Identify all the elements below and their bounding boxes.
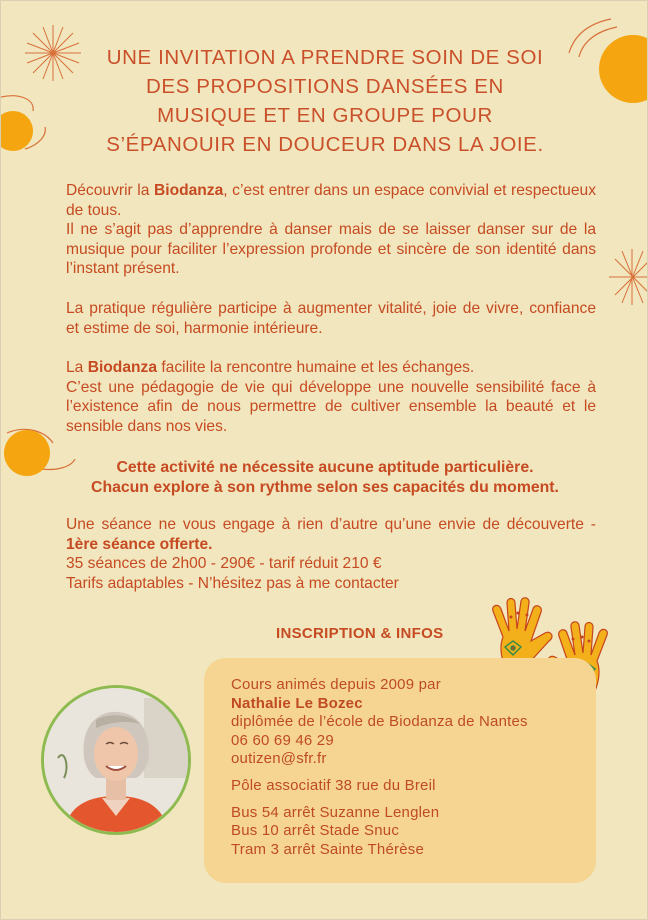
phone-number[interactable]: 06 60 69 46 29 <box>231 731 334 749</box>
email-address[interactable]: outizen@sfr.fr <box>231 750 327 768</box>
pedagogy-paragraph <box>66 358 596 436</box>
intro-paragraph <box>66 181 596 279</box>
venue-address: Pôle associatif 38 rue du Breil <box>231 776 436 794</box>
transport-line: Bus 10 arrêt Stade Snuc <box>231 822 400 840</box>
teacher-name: Nathalie Le Bozec <box>231 694 363 712</box>
text-span: C’est une pédagogie de vie qui développe une nouvelle sensibilité face à l’existence afin de nous permettre de cultiver ensemble la beauté et le sensible dans nos vies. <box>66 378 596 435</box>
text-span: La <box>66 359 88 376</box>
page-title <box>41 43 609 159</box>
contact-invite-line: Tarifs adaptables - N’hésitez pas à me contacter <box>66 574 399 592</box>
pricing-paragraph <box>66 515 596 593</box>
biodanza-bold: Biodanza <box>153 182 224 199</box>
biodanza-bold: Biodanza <box>87 359 157 376</box>
portrait-icon <box>44 688 188 832</box>
teacher-diploma: diplômée de l’école de Biodanza de Nantes <box>231 713 528 731</box>
transport-line: Bus 54 arrêt Suzanne Lenglen <box>231 803 440 821</box>
text-span: , c’est entrer dans un espace convivial et respectueux de tous. <box>66 182 596 219</box>
highlight-line: Chacun explore à son rythme selon ses capacités du moment. <box>91 479 559 496</box>
highlight-line: Cette activité ne nécessite aucune aptitude particulière. <box>116 459 534 476</box>
transport-line: Tram 3 arrêt Sainte Thérèse <box>231 840 424 858</box>
text-span: Il ne s’agit pas d’apprendre à danser mais de se laisser danser sur de la musique pour faciliter l’expression profonde et sincère de son identité dans l’instant présent. <box>66 221 596 277</box>
title-line: MUSIQUE ET EN GROUPE POUR <box>157 104 493 127</box>
highlight-statement <box>41 458 609 498</box>
benefits-paragraph: La pratique régulière participe à augmenter vitalité, joie de vivre, confiance et estime de soi, harmonie intérieure. <box>66 300 596 337</box>
title-line: DES PROPOSITIONS DANSÉES EN <box>146 75 504 98</box>
text-span: Une séance ne vous engage à rien d’autre qu’une envie de découverte - <box>66 516 596 533</box>
pricing-line: 35 séances de 2h00 - 290€ - tarif réduit 210 € <box>66 555 382 572</box>
free-session-bold: 1ère séance offerte. <box>66 535 213 553</box>
title-line: UNE INVITATION A PRENDRE SOIN DE SOI <box>106 46 544 69</box>
contact-intro: Cours animés depuis 2009 par <box>231 676 441 693</box>
sunburst-icon <box>607 247 648 307</box>
text-span: facilite la rencontre humaine et les échanges. <box>157 359 475 376</box>
teacher-photo <box>41 685 191 835</box>
title-line: S’ÉPANOUIR EN DOUCEUR DANS LA JOIE. <box>106 133 544 156</box>
contact-info <box>231 676 528 859</box>
inscription-heading: INSCRIPTION & INFOS <box>276 625 444 642</box>
text-span: Découvrir la <box>66 182 154 199</box>
